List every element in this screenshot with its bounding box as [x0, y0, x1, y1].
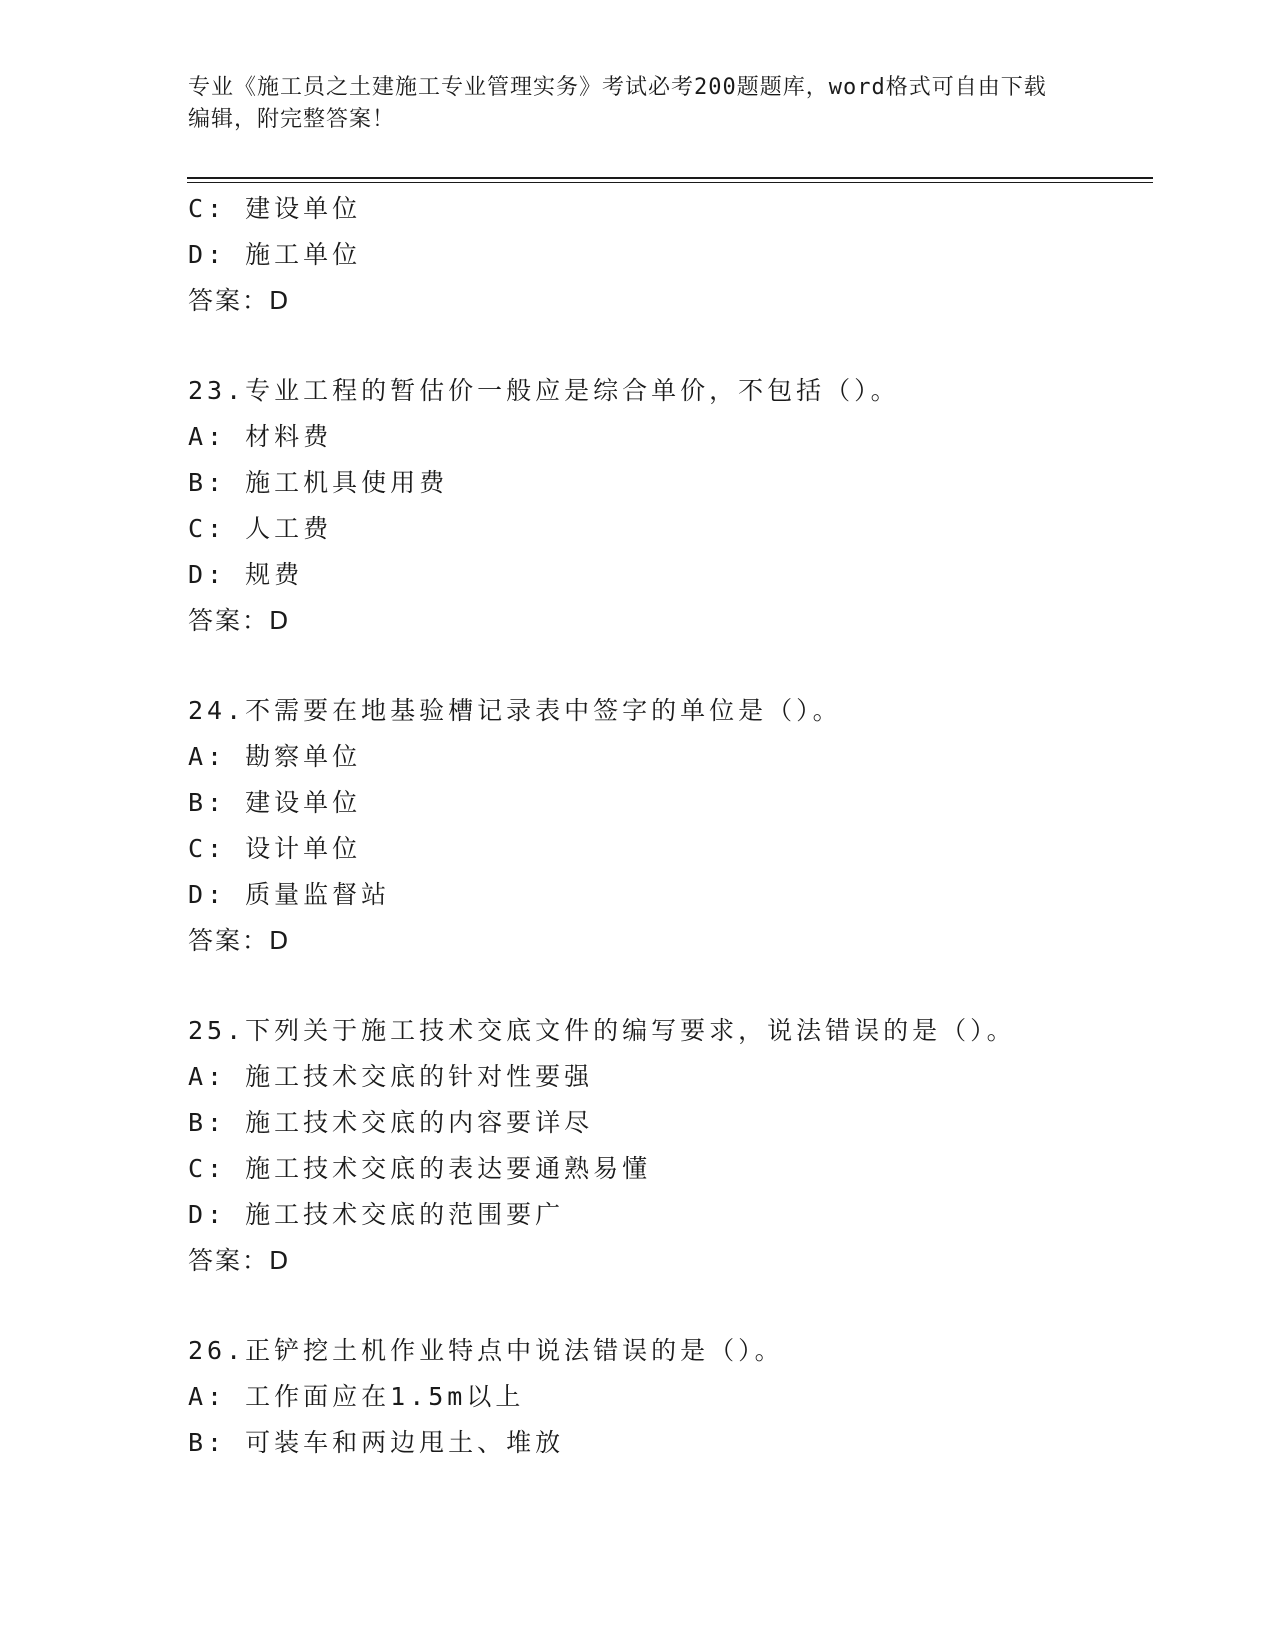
option-d: D: 施工技术交底的范围要广 [188, 1200, 565, 1229]
option-b: B: 施工技术交底的内容要详尽 [188, 1108, 594, 1137]
option-a: A: 材料费 [188, 422, 333, 451]
question-stem: 26.正铲挖土机作业特点中说法错误的是（）。 [188, 1336, 784, 1365]
spacer [188, 1284, 1188, 1328]
option-b: B: 施工机具使用费 [188, 468, 449, 497]
question-stem: 23.专业工程的暂估价一般应是综合单价，不包括（）。 [188, 376, 900, 405]
option-b: B: 可装车和两边甩土、堆放 [188, 1428, 565, 1457]
answer-line: 答案：D [188, 286, 291, 315]
answer-line: 答案：D [188, 606, 291, 635]
option-d: D: 质量监督站 [188, 880, 391, 909]
header-rule-thick [187, 177, 1153, 179]
option-c: C: 设计单位 [188, 834, 362, 863]
option-a: A: 施工技术交底的针对性要强 [188, 1062, 594, 1091]
option-c: C: 施工技术交底的表达要通熟易懂 [188, 1154, 652, 1183]
option-a: A: 勘察单位 [188, 742, 362, 771]
option-d: D: 施工单位 [188, 240, 362, 269]
question-22-continuation [188, 186, 1188, 324]
question-list [188, 186, 1188, 1466]
question-23 [188, 368, 1188, 644]
option-b: B: 建设单位 [188, 788, 362, 817]
question-24 [188, 688, 1188, 964]
question-25 [188, 1008, 1188, 1284]
document-header: 专业《施工员之土建施工专业管理实务》考试必考200题题库，word格式可自由下载编辑，附完整答案！ [188, 75, 1047, 132]
question-26 [188, 1328, 1188, 1466]
question-stem: 24.不需要在地基验槽记录表中签字的单位是（）。 [188, 696, 842, 725]
option-c: C: 人工费 [188, 514, 333, 543]
option-a: A: 工作面应在1.5m以上 [188, 1382, 525, 1411]
spacer [188, 644, 1188, 688]
option-c: C: 建设单位 [188, 194, 362, 223]
header-rule-thin [187, 182, 1153, 183]
answer-line: 答案：D [188, 1246, 291, 1275]
question-stem: 25.下列关于施工技术交底文件的编写要求，说法错误的是（）。 [188, 1016, 1016, 1045]
spacer [188, 324, 1188, 368]
spacer [188, 964, 1188, 1008]
option-d: D: 规费 [188, 560, 304, 589]
answer-line: 答案：D [188, 926, 291, 955]
